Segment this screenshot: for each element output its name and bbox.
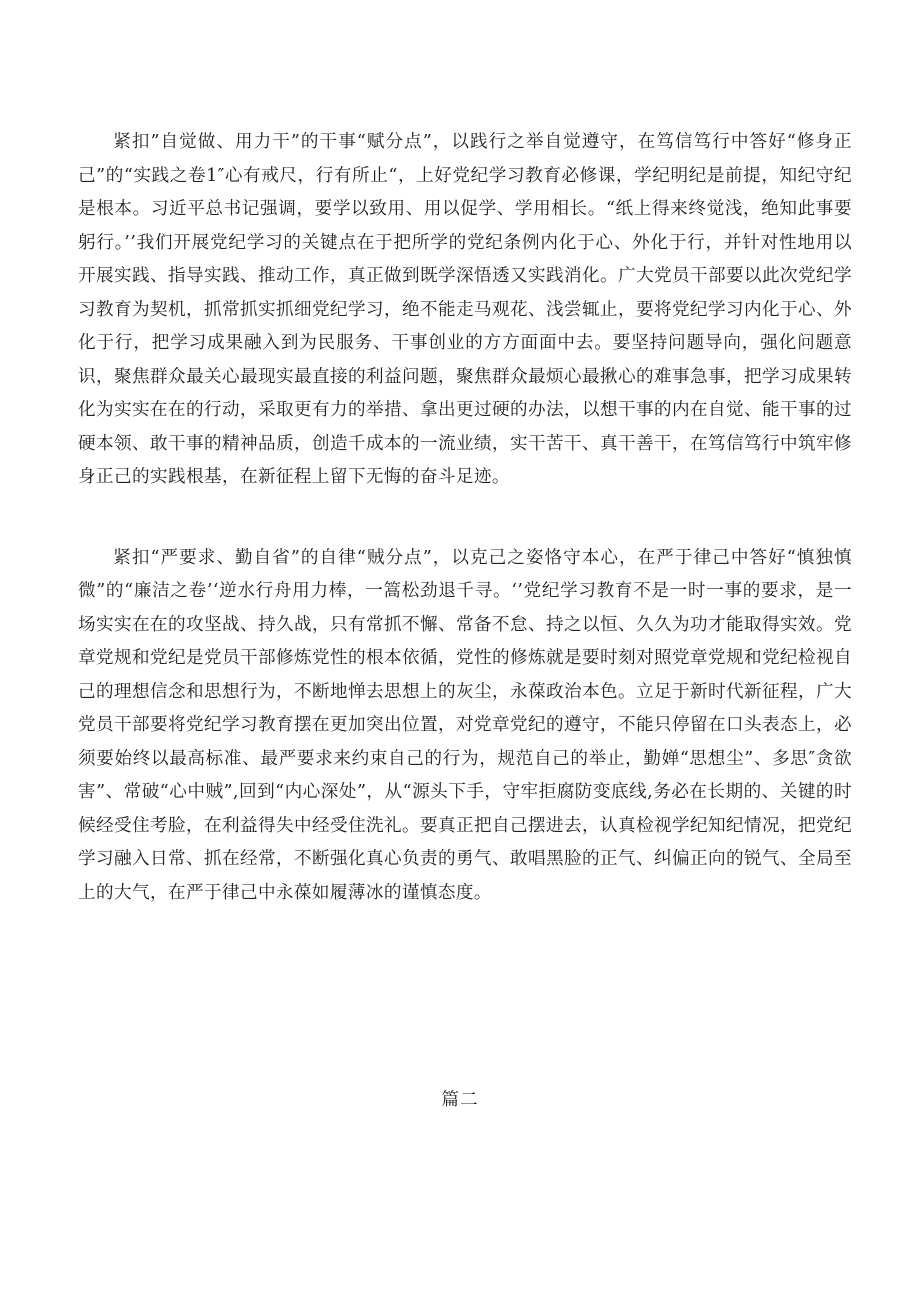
paragraph-self-discipline-practice: 紧扣”自觉做、用力干”的干事“赋分点”，以践行之举自觉遵守，在笃信笃行中答好“修身正己”的“实践之卷1″心有戒尺，行有所止“，上好党纪学习教育必修课，学纪明纪是前提，知纪守纪是根本。习近平总书记强调，要学以致用、用以促学、学用相长。“纸上得来终觉浅，绝知此事要躬行。’’我们开展党纪学习的关键点在于把所学的党纪条例内化于心、外化于行，并针对性地用以开展实践、指导实践、推动工作，真正做到既学深悟透又实践消化。广大党员干部要以此次党纪学习教育为契机，抓常抓实抓细党纪学习，绝不能走马观花、浅尝辄止，要将党纪学习内化于心、外化于行，把学习成果融入到为民服务、干事创业的方方面面中去。要坚持问题导向，强化问题意识，聚焦群众最关心最现实最直接的利益问题，聚焦群众最烦心最揪心的难事急事，把学习成果转化为实实在在的行动，采取更有力的举措、拿出更过硬的办法，以想干事的内在自觉、能干事的过硬本领、敢干事的精神品质，创造千成本的一流业绩，实干苦干、真干善干，在笃信笃行中筑牢修身正己的实践根基，在新征程上留下无悔的奋斗足迹。 [78, 132, 852, 487]
paragraph-strict-requirements: 紧扣“严要求、勤自省”的自律“贼分点”，以克己之姿恪守本心，在严于律己中答好“慎独慎微”的“廉洁之卷’‘逆水行舟用力棒，一篙松劲退千寻。‘’党纪学习教育不是一时一事的要求，是一场实实在在的攻坚战、持久战，只有常抓不懈、常备不怠、持之以恒、久久为功才能取得实效。党章党规和党纪是党员干部修炼党性的根本依循，党性的修炼就是要时刻对照党章党规和党纪检视自己的理想信念和思想行为，不断地惮去思想上的灰尘，永葆政治本色。立足于新时代新征程，广大党员干部要将党纪学习教育摆在更加突出位置，对党章党纪的遵守，不能只停留在口头表态上，必须要始终以最高标准、最严要求来约束自己的行为，规范自己的举止，勤婵“思想尘”、多思″贪欲害”、常破“心中贼”,回到“内心深处”，从“源头下手，守牢拒腐防变底线,务必在长期的、关键的时候经受住考脸，在利益得失中经受住洗礼。要真正把自己摆进去，认真检视学纪知纪情况，把党纪学习融入日常、抓在经常，不断强化真心负责的勇气、敢唱黑脸的正气、纠偏正向的锐气、全局至上的大气，在严于律己中永葆如履薄冰的谨慎态度。 [78, 547, 852, 903]
document-body [78, 126, 852, 910]
section-heading: 篇二 [441, 1090, 479, 1110]
